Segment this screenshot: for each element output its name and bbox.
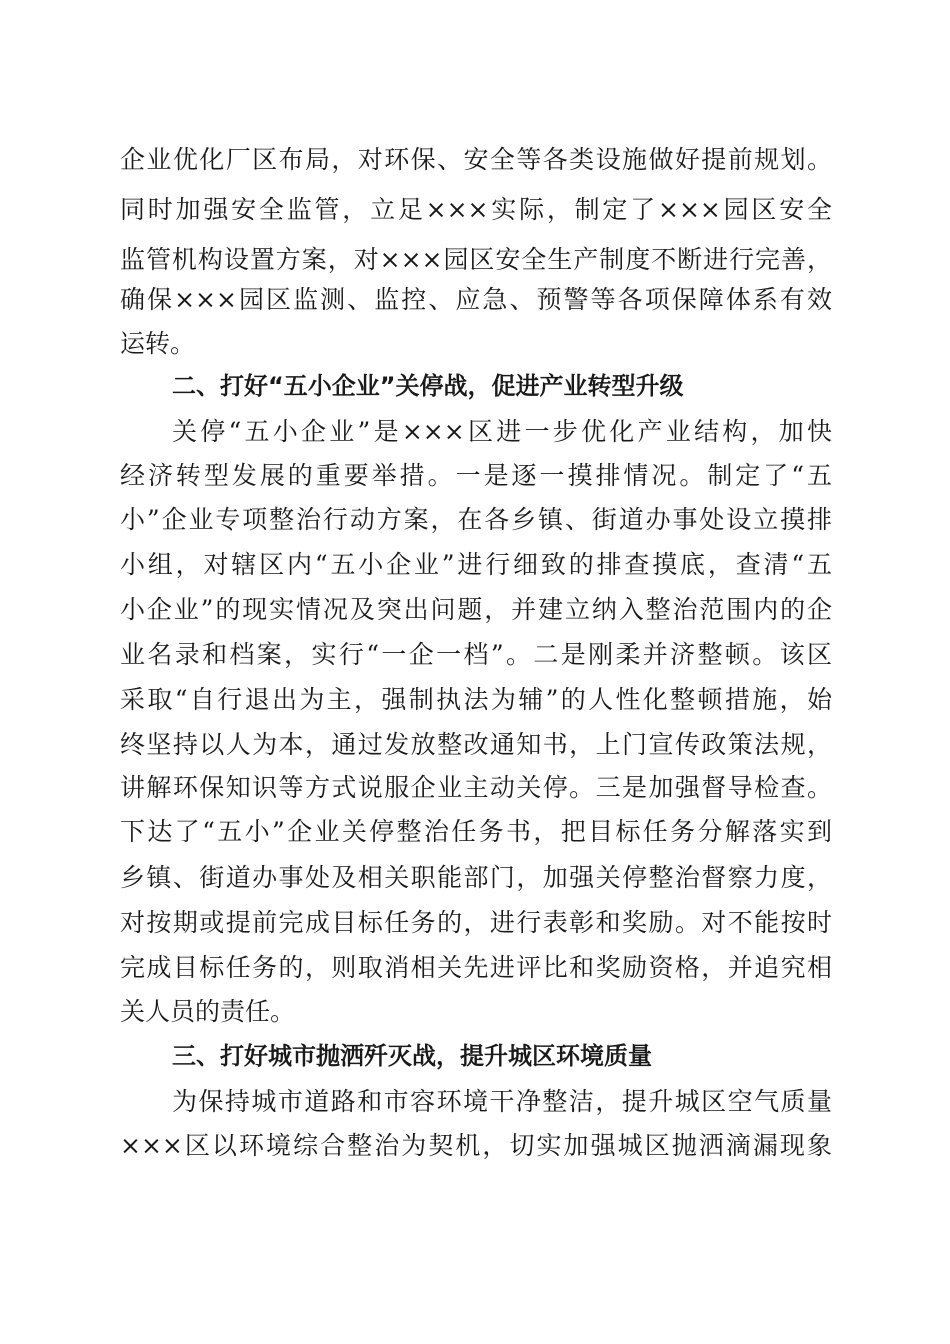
text-line: 关停“五小企业”是×××区进一步优化产业结构，加快 xyxy=(172,417,832,446)
text-line: 小”企业专项整治行动方案，在各乡镇、街道办事处设立摸排 xyxy=(120,505,832,534)
text-line: 运转。 xyxy=(120,329,196,358)
text-line: 关人员的责任。 xyxy=(120,997,296,1026)
text-line: 乡镇、街道办事处及相关职能部门，加强关停整治督察力度， xyxy=(120,863,832,892)
text-line: 经济转型发展的重要举措。一是逐一摸排情况。制定了“五 xyxy=(120,461,832,490)
text-line: 终坚持以人为本，通过发放整改通知书，上门宣传政策法规， xyxy=(120,730,832,759)
text-line: 讲解环保知识等方式说服企业主动关停。三是加强督导检查。 xyxy=(120,773,832,802)
text-line: 同时加强安全监管，立足×××实际，制定了×××园区安全 xyxy=(120,195,832,224)
text-line: 企业优化厂区布局，对环保、安全等各类设施做好提前规划。 xyxy=(120,145,832,174)
text-line: 采取“自行退出为主，强制执法为辅”的人性化整顿措施，始 xyxy=(120,685,832,714)
text-line: ×××区以环境综合整治为契机，切实加强城区抛洒滴漏现象 xyxy=(120,1131,832,1160)
text-line: 业名录和档案，实行“一企一档”。二是刚柔并济整顿。该区 xyxy=(120,640,832,669)
text-line: 为保持城市道路和市容环境干净整洁，提升城区空气质量 xyxy=(172,1087,832,1116)
section-heading: 三、打好城市抛洒歼灭战，提升城区环境质量 xyxy=(172,1042,652,1070)
text-line: 监管机构设置方案，对×××园区安全生产制度不断进行完善， xyxy=(120,245,832,274)
section-heading: 二、打好“五小企业”关停战，促进产业转型升级 xyxy=(172,372,684,400)
text-line: 对按期或提前完成目标任务的，进行表彰和奖励。对不能按时 xyxy=(120,908,832,937)
text-line: 完成目标任务的，则取消相关先进评比和奖励资格，并追究相 xyxy=(120,953,832,982)
text-line: 小企业”的现实情况及突出问题，并建立纳入整治范围内的企 xyxy=(120,595,832,624)
text-line: 小组，对辖区内“五小企业”进行细致的排查摸底，查清“五 xyxy=(120,550,832,579)
text-line: 下达了“五小”企业关停整治任务书，把目标任务分解落实到 xyxy=(120,817,832,846)
text-line: 确保×××园区监测、监控、应急、预警等各项保障体系有效 xyxy=(120,285,832,314)
